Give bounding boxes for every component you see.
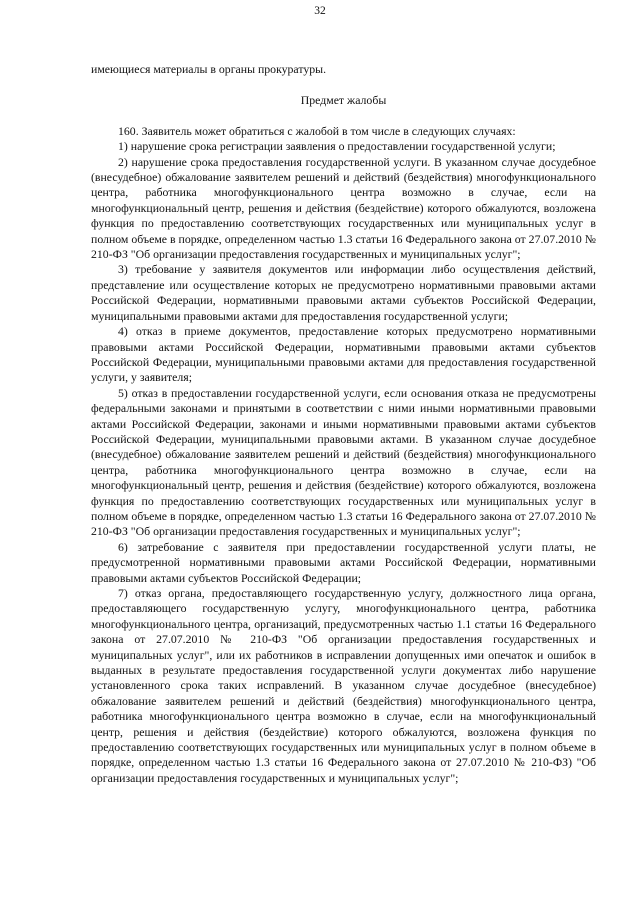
paragraph-item-2: 2) нарушение срока предоставления государственной услуги. В указанном случае досудебное (внесудебное) обжалование заявителем решений и действий (бездействия) многофункционального центра, работника многофункционального центра возможно в случае, если на многофункциональный центр, решения и действия (бездействие) которого обжалуются, возложена функция по предоставлению соответствующих государственных или муниципальных услуг в полном объеме в порядке, определенном частью 1.3 статьи 16 Федерального закона от 27.07.2010 № 210-ФЗ "Об организации предоставления государственных и муниципальных услуг"; bbox=[91, 154, 596, 262]
continuation-line: имеющиеся материалы в органы прокуратуры. bbox=[91, 62, 327, 76]
paragraph-160: 160. Заявитель может обратиться с жалобой в том числе в следующих случаях: bbox=[118, 123, 516, 138]
paragraph-item-6: 6) затребование с заявителя при предоставлении государственной услуги платы, не предусмотренной нормативными правовыми актами Российской Федерации, нормативными правовыми актами субъектов Российской Федерации; bbox=[91, 539, 596, 585]
page-number: 32 bbox=[314, 5, 326, 17]
section-title: Предмет жалобы bbox=[300, 93, 387, 108]
paragraph-item-7: 7) отказ органа, предоставляющего государственную услугу, должностного лица органа, предоставляющего государственную услугу, многофункционального центра, работника многофункционального центра, организаций, предусмотренных частью 1.1 статьи 16 Федерального закона от 27.07.2010 № 210-ФЗ "Об организации предоставления государственных и муниципальных услуг", или их работников в исправлении допущенных ими опечаток и ошибок в выданных в результате предоставления государственной услуги документах либо нарушение установленного срока таких исправлений. В указанном случае досудебное (внесудебное) обжалование заявителем решений и действий (бездействия) многофункционального центра, работника многофункционального центра возможно в случае, если на многофункциональный центр, решения и действия (бездействие) которого обжалуются, возложена функция по предоставлению соответствующих государственных или муниципальных услуг в полном объеме в порядке, определенном частью 1.3 статьи 16 Федерального закона от 27.07.2010 № 210-ФЗ) "Об организации предоставления государственных и муниципальных услуг"; bbox=[91, 586, 596, 785]
document-body bbox=[91, 62, 596, 786]
paragraph-item-4: 4) отказ в приеме документов, предоставление которых предусмотрено нормативными правовыми актами Российской Федерации, нормативными правовыми актами субъектов Российской Федерации, муниципальными правовыми актами для предоставления государственной услуги, у заявителя; bbox=[91, 324, 596, 385]
paragraph-item-5: 5) отказ в предоставлении государственной услуги, если основания отказа не предусмотрены федеральными законами и принятыми в соответствии с ними иными нормативными правовыми актами Российской Федерации, законами и иными нормативными правовыми актами субъектов Российской Федерации, муниципальными правовыми актами. В указанном случае досудебное (внесудебное) обжалование заявителем решений и действий (бездействия) многофункционального центра, работника многофункционального центра возможно в случае, если на многофункциональный центр, решения и действия (бездействие) которого обжалуются, возложена функция по предоставлению соответствующих государственных или муниципальных услуг в полном объеме в порядке, определенном частью 1.3 статьи 16 Федерального закона от 27.07.2010 № 210-ФЗ "Об организации предоставления государственных и муниципальных услуг"; bbox=[91, 385, 596, 539]
paragraph-item-3: 3) требование у заявителя документов или информации либо осуществления действий, представление или осуществление которых не предусмотрено нормативными правовыми актами Российской Федерации, нормативными правовыми актами субъектов Российской Федерации, муниципальными правовыми актами для предоставления государственной услуги; bbox=[91, 262, 596, 323]
paragraph-item-1: 1) нарушение срока регистрации заявления о предоставлении государственной услуги; bbox=[118, 139, 556, 154]
